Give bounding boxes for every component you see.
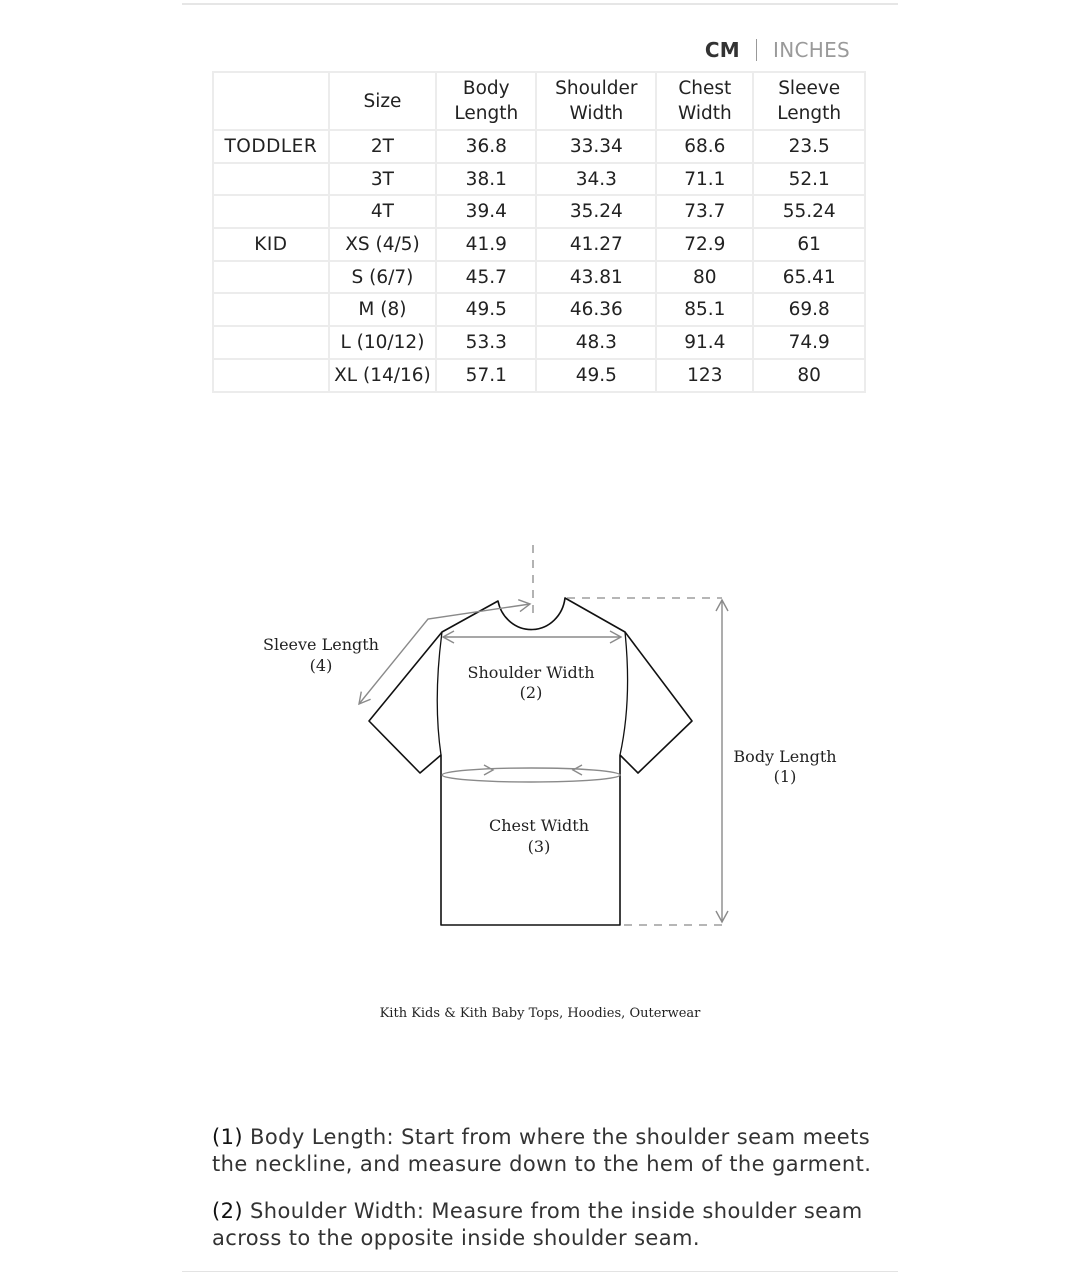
sleeve-length-cell: 69.8 (753, 293, 865, 326)
sleeve-length-cell: 65.41 (753, 261, 865, 294)
category-cell (213, 163, 329, 196)
sleeve-length-cell: 80 (753, 359, 865, 392)
table-row (213, 228, 865, 261)
shoulder-width-cell: 35.24 (536, 195, 656, 228)
chest-width-cell: 73.7 (656, 195, 753, 228)
table-row (213, 326, 865, 359)
shoulder-width-label: Shoulder Width (467, 663, 595, 682)
table-row (213, 261, 865, 294)
body-length-label: Body Length (733, 747, 837, 766)
tshirt-outline (369, 598, 692, 925)
sleeve-length-cell: 55.24 (753, 195, 865, 228)
chest-width-cell: 72.9 (656, 228, 753, 261)
header-category (213, 72, 329, 130)
size-cell: XS (4/5) (329, 228, 436, 261)
body-length-number: (1) (773, 767, 797, 786)
body-length-cell: 38.1 (436, 163, 536, 196)
category-cell (213, 293, 329, 326)
table-row (213, 130, 865, 163)
shoulder-width-cell: 48.3 (536, 326, 656, 359)
shoulder-width-cell: 43.81 (536, 261, 656, 294)
chest-width-cell: 71.1 (656, 163, 753, 196)
sleeve-length-cell: 52.1 (753, 163, 865, 196)
size-cell: 4T (329, 195, 436, 228)
chest-width-cell: 91.4 (656, 326, 753, 359)
category-cell (213, 195, 329, 228)
body-length-cell: 36.8 (436, 130, 536, 163)
table-row (213, 195, 865, 228)
chest-width-label: Chest Width (489, 816, 589, 835)
shoulder-width-cell: 49.5 (536, 359, 656, 392)
header-body-length: Body Length (436, 72, 536, 130)
sleeve-length-cell: 74.9 (753, 326, 865, 359)
diagram-caption: Kith Kids & Kith Baby Tops, Hoodies, Outerwear (379, 1006, 701, 1021)
category-cell: KID (213, 228, 329, 261)
bottom-divider (182, 1271, 898, 1272)
category-cell (213, 359, 329, 392)
body-length-cell: 39.4 (436, 195, 536, 228)
size-cell: L (10/12) (329, 326, 436, 359)
body-length-cell: 45.7 (436, 261, 536, 294)
table-row (213, 163, 865, 196)
shoulder-width-cell: 46.36 (536, 293, 656, 326)
body-length-cell: 49.5 (436, 293, 536, 326)
body-length-cell: 57.1 (436, 359, 536, 392)
unit-toggle (705, 38, 850, 62)
sleeve-length-label: Sleeve Length (263, 635, 379, 654)
size-cell: 3T (329, 163, 436, 196)
measurement-notes (212, 1124, 882, 1272)
note-body-length: (1) Body Length: Start from where the shoulder seam meets the neckline, and measure down to the hem of the garment. (212, 1125, 872, 1176)
top-divider (182, 3, 898, 5)
size-chart-table (212, 71, 866, 393)
header-chest-width: Chest Width (656, 72, 753, 130)
note-shoulder-width: (2) Shoulder Width: Measure from the inside shoulder seam across to the opposite inside shoulder seam. (212, 1199, 863, 1250)
chest-width-cell: 80 (656, 261, 753, 294)
chest-width-number: (3) (527, 837, 551, 856)
unit-cm-button[interactable]: CM (704, 38, 740, 62)
sleeve-length-number: (4) (309, 656, 333, 675)
sleeve-length-cell: 61 (753, 228, 865, 261)
unit-inches-button[interactable]: INCHES (773, 38, 850, 62)
header-size: Size (329, 72, 436, 130)
table-row (213, 359, 865, 392)
table-header-row (213, 72, 865, 130)
shoulder-width-number: (2) (519, 683, 543, 702)
shoulder-width-cell: 34.3 (536, 163, 656, 196)
category-cell: TODDLER (213, 130, 329, 163)
body-length-cell: 41.9 (436, 228, 536, 261)
header-sleeve-length: Sleeve Length (753, 72, 865, 130)
shoulder-width-cell: 33.34 (536, 130, 656, 163)
size-cell: M (8) (329, 293, 436, 326)
header-shoulder-width: Shoulder Width (536, 72, 656, 130)
chest-width-cell: 85.1 (656, 293, 753, 326)
size-cell: S (6/7) (329, 261, 436, 294)
category-cell (213, 326, 329, 359)
tshirt-measurement-diagram (0, 530, 1080, 950)
size-cell: XL (14/16) (329, 359, 436, 392)
chest-width-cell: 68.6 (656, 130, 753, 163)
unit-separator (756, 39, 757, 61)
chest-width-cell: 123 (656, 359, 753, 392)
sleeve-length-cell: 23.5 (753, 130, 865, 163)
table-row (213, 293, 865, 326)
category-cell (213, 261, 329, 294)
body-length-cell: 53.3 (436, 326, 536, 359)
shoulder-width-cell: 41.27 (536, 228, 656, 261)
size-cell: 2T (329, 130, 436, 163)
